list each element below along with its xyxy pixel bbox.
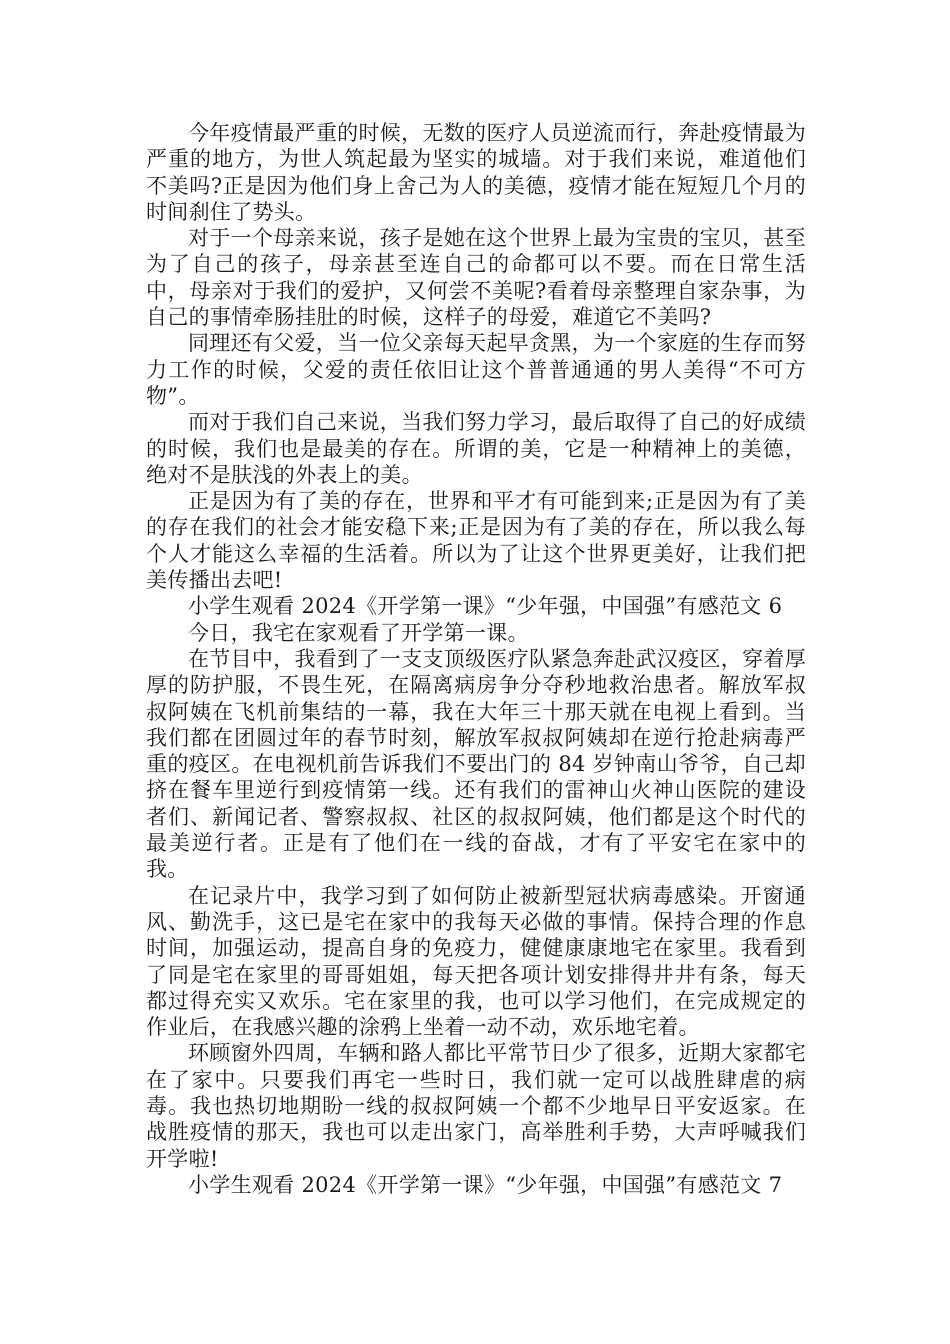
document-body <box>146 120 806 1198</box>
paragraph: 在记录片中，我学习到了如何防止被新型冠状病毒感染。开窗通风、勤洗手，这已是宅在家中的我每天必做的事情。保持合理的作息时间，加强运动，提高自身的免疫力，健健康康地宅在家里。我看到了同是宅在家里的哥哥姐姐，每天把各项计划安排得井井有条，每天都过得充实又欢乐。宅在家里的我，也可以学习他们，在完成规定的作业后，在我感兴趣的涂鸦上坐着一动不动，欢乐地宅着。 <box>146 883 806 1040</box>
section-heading: 小学生观看 2024《开学第一课》“少年强，中国强”有感范文 6 <box>188 594 783 619</box>
paragraph: 而对于我们自己来说，当我们努力学习，最后取得了自己的好成绩的时候，我们也是最美的存在。所谓的美，它是一种精神上的美德，绝对不是肤浅的外表上的美。 <box>146 410 806 487</box>
paragraph: 同理还有父爱，当一位父亲每天起早贪黑，为一个家庭的生存而努力工作的时候，父爱的责任依旧让这个普普通通的男人美得“不可方物”。 <box>146 331 806 408</box>
paragraph: 环顾窗外四周，车辆和路人都比平常节日少了很多，近期大家都宅在了家中。只要我们再宅一些时日，我们就一定可以战胜肆虐的病毒。我也热切地期盼一线的叔叔阿姨一个都不少地早日平安返家。在战胜疫情的那天，我也可以走出家门，高举胜利手势，大声呼喊我们开学啦! <box>146 1041 806 1171</box>
paragraph: 正是因为有了美的存在，世界和平才有可能到来;正是因为有了美的存在我们的社会才能安稳下来;正是因为有了美的存在，所以我么每个人才能这么幸福的生活着。所以为了让这个世界更美好，让我们把美传播出去吧! <box>146 489 806 593</box>
section-heading: 小学生观看 2024《开学第一课》“少年强，中国强”有感范文 7 <box>188 1172 783 1197</box>
paragraph: 今年疫情最严重的时候，无数的医疗人员逆流而行，奔赴疫情最为严重的地方，为世人筑起最为坚实的城墙。对于我们来说，难道他们不美吗?正是因为他们身上舍己为人的美德，疫情才能在短短几个月的时间刹住了势头。 <box>146 121 806 224</box>
paragraph: 今日，我宅在家观看了开学第一课。 <box>188 620 529 645</box>
paragraph: 在节目中，我看到了一支支顶级医疗队紧急奔赴武汉疫区，穿着厚厚的防护服，不畏生死，在隔离病房争分夺秒地救治患者。解放军叔叔阿姨在飞机前集结的一幕，我在大年三十那天就在电视上看到。当我们都在团圆过年的春节时刻，解放军叔叔阿姨却在逆行抢赴病毒严重的疫区。在电视机前告诉我们不要出门的 84 岁钟南山爷爷，自己却挤在餐车里逆行到疫情第一线。还有我们的雷神山火神山医院的建设者们、新闻记者、警察叔叔、社区的叔叔阿姨，他们都是这个时代的最美逆行者。正是有了他们在一线的奋战，才有了平安宅在家中的我。 <box>146 646 806 882</box>
paragraph: 对于一个母亲来说，孩子是她在这个世界上最为宝贵的宝贝，甚至为了自己的孩子，母亲甚至连自己的命都可以不要。而在日常生活中，母亲对于我们的爱护，又何尝不美呢?看着母亲整理自家杂事，为自己的事情牵肠挂肚的时候，这样子的母爱，难道它不美吗? <box>146 226 806 330</box>
